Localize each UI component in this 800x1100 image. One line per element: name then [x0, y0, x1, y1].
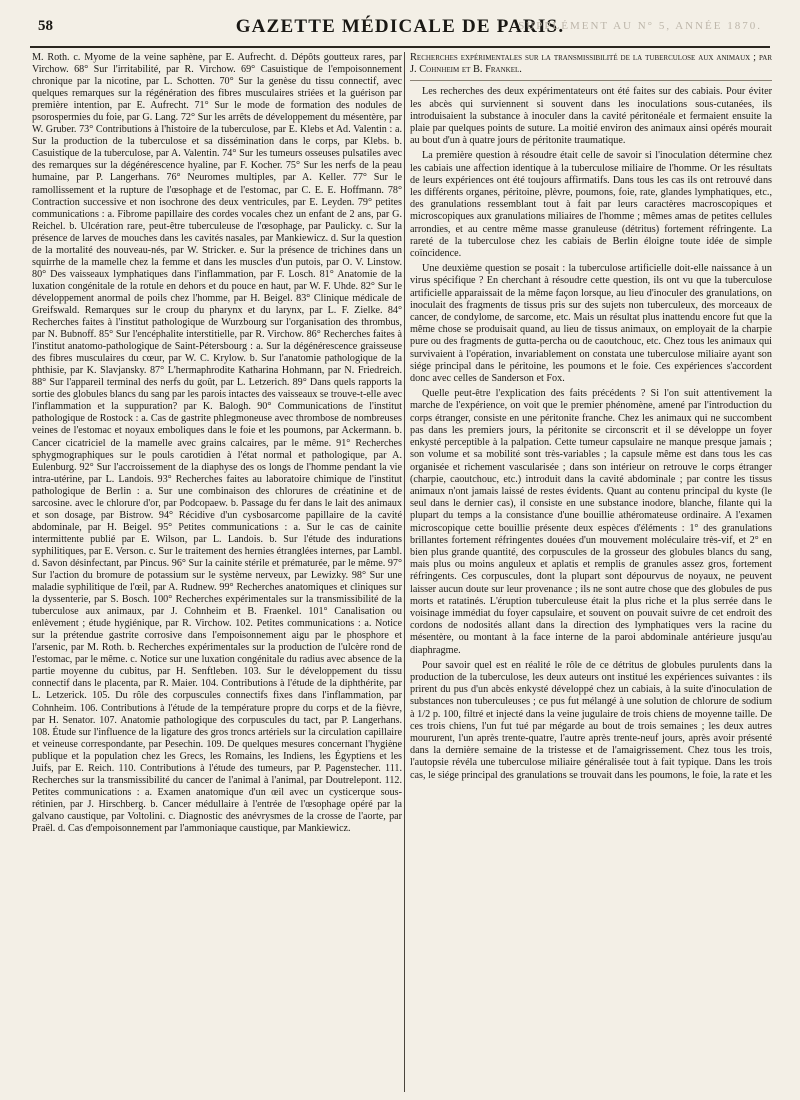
page-header	[38, 14, 762, 42]
column-divider	[404, 52, 405, 1092]
article-paragraph: Pour savoir quel est en réalité le rôle de ce détritus de globules purulents dans la production de la tuberculose, les deux auteurs ont institué les expériences suivantes : ils prirent du pus d'un abcès enkysté développé chez un cabiais, à la suite d'inoculation de substances non tuberculeuses ; ce pus fut mélangé à une solution de chlorure de sodium à 1/2 p. 100, filtré et injecté dans la veine jugulaire de trois chiens de moyenne taille. De ces trois chiens, l'un fut tué par mégarde au bout de trois semaines ; les deux autres moururent, l'un après trente-quatre, l'autre après trente-neuf jours, après avoir présenté dans la dernière semaine de la tristesse et de l'amaigrissement. Chez tous les trois, l'autopsie révéla une tuberculose miliaire généralisée tout à fait typique. Dans les trois cas, le siége principal des granulations se trouvait dans les poumons, le foie, la rate et les	[410, 659, 772, 781]
article-paragraph: La première question à résoudre était celle de savoir si l'inoculation détermine chez les cabiais une affection identique à la tuberculose miliaire de l'homme. Or les résultats de leurs expériences ont été toujours affirmatifs. Dans tous les cas ils ont retrouvé dans les différents organes, péritoine, plèvre, poumons, foie, rate, glandes lymphatiques, etc., des granulations ressemblant tout à fait par leurs caractères macroscopiques et microscopiques aux granulations miliaires de l'homme ; mêmes amas de petites cellules arrondies, et au centre même masse granuleuse (détritus) fortement réfringente. La rareté de la tuberculose chez les cabiais de Berlin éloigne toute idée de simple coïncidence.	[410, 150, 772, 260]
article-paragraph: Quelle peut-être l'explication des faits précédents ? Si l'on suit attentivement la marche de l'expérience, on voit que le premier phénomène, amené par l'introduction du corps étranger, consiste en une péritonite franche. Chez les animaux qui ne succombent pas dans les premiers jours, la péritonite se circonscrit et il se développe un foyer enkysté perceptible à la palpation. Cette tumeur capsulaire ne manque presque jamais ; son volume et sa mobilité sont très-variables ; la capsule même est dans tous les cas organisée et richement vascularisée ; dans son intérieur on retrouve le corps étranger (charpie, caoutchouc, etc.) introduit dans la cavité abdominale ; par contre les tissus animaux n'ont jamais laissé de restes évidents. Quant au contenu principal du kyste (le seul dans le dernier cas), il consiste en une substance inodore, blanche, filante qui la plupart du temps a la consistance d'une bouillie athéromateuse ordinaire. A l'examen microscopique cette bouillie présente deux espèces d'éléments : 1° des granulations brillantes fortement réfringentes douées d'un mouvement moléculaire très-vif, et 2° en bien plus grande quantité, des corpuscules de la grosseur des globules blancs du sang, mais plus ou moins anguleux et aplatis et remplis de granules assez gros, fortement réfringents. Ces corpuscules, dont la plupart sont dépourvus de noyaux, ne peuvent laisser aucun doute sur leur provenance ; ils ne sont autre chose que des globules de pus morts et ratatinés. L'éruption tuberculeuse était la plus riche et la plus serrée dans le voisinage immédiat du foyer capsulaire, et souvent on pouvait suivre de cet endroit des cordons de nodosités allant dans la direction des lymphatiques vers la racine du mésentère, ou montant à la face interne de la paroi abdominale antérieure jusqu'au diaphragme.	[410, 388, 772, 656]
bleed-through-text: SUPPLÉMENT AU N° 5, ANNÉE 1870.	[518, 20, 762, 32]
right-column	[410, 52, 772, 785]
article-paragraph: Les recherches des deux expérimentateurs ont été faites sur des cabiais. Pour éviter les abcès qui surviennent si souvent dans les inoculations sous-cutanées, ils introduisaient la substance à inoculer dans la cavité péritonéale et fermaient ensuite la plaie par quelques points de suture. La moitié environ des animaux ainsi opérés mourait au bout d'un à quatre jours de péritonite traumatique.	[410, 86, 772, 147]
page-number: 58	[38, 18, 53, 34]
article-paragraph: Une deuxième question se posait : la tuberculose artificielle doit-elle naissance à un virus spécifique ? En cherchant à résoudre cette question, ils ont vu que la tuberculose artificielle apparaissait de la même façon lorsque, au lieu d'inoculer des granulations, on inoculait des fragments de tissus pris sur des sujets non tuberculeux, des morceaux de cancer, de condylome, de sarcome, etc. Mais un résultat plus inattendu encore fut que la même chose se produisait quand, au lieu de tissus animaux, on employait de la charpie pure ou des fragments de gutta-percha ou de caoutchouc, etc. Chez tous les animaux qui survivaient à l'opération, invariablement on constata une tuberculose miliaire ayant son siége principal dans le péritoine, les poumons et le foie. Ces expériences s'accordent donc avec celles de Sanderson et Fox.	[410, 263, 772, 385]
left-column	[32, 52, 402, 835]
left-column-text: M. Roth. c. Myome de la veine saphène, par E. Aufrecht. d. Dépôts goutteux rares, par Virchow. 68° Sur l'irritabilité, par R. Virchow. 69° Casuistique de l'empoisonnement chronique par la nicotine, par L. Schotten. 70° Sur la genèse du tissu connectif, avec quelques remarques sur la régénération des fibres musculaires striées et la guérison par première intention, par E. Aufrecht. 71° Sur le mode de formation des nodules de psorospermies du foie, par G. Lang. 72° Sur les arrêts de développement du mésentère, par W. Gruber. 73° Contributions à l'histoire de la tuberculose, par E. Klebs et Ad. Valentin : a. Sur la production de la tuberculose et sa dissémination dans le corps, par Klebs. b. Casuistique de la tuberculose, par A. Valentin. 74° Sur les tumeurs osseuses pulsatiles avec des remarques sur la dégénérescence hyaline, par F. Kocher. 75° Sur les nerfs de la peau humaine, par P. Langerhans. 76° Neuromes multiples, par A. Keller. 77° Sur le ramollissement et la rupture de l'œsophage et de l'estomac, par C. E. E. Hoffmann. 78° Contraction successive et non isochrone des deux ventricules, par E. Leyden. 79° petites communications : a. Fibrome papillaire des cordes vocales chez un enfant de 2 ans, par G. Reichel. b. Ulcération rare, peut-être tuberculeuse de l'œsophage, par Paulicky. c. Sur la présence de larves de mouches dans les cavités nasales, par Mankiewicz. d. Sur la question de la mortalité des nouveau-nés, par W. Stricker. e. Sur la présence de trichines dans un squirrhe de la mamelle chez la femme et dans les muscles d'un putois, par O. V. Linstow. 80° Des vaisseaux lymphatiques dans l'inflammation, par F. Losch. 81° Anatomie de la luxation congénitale de la rotule en dehors et du pouce en haut, par W. F. Uhde. 82° Sur le développement anormal de poils chez l'homme, par H. Beigel. 83° Clinique médicale de Greifswald. Remarques sur le croup du pharynx et du larynx, par L. F. Zielke. 84° Recherches faites à l'institut pathologique de Wurzbourg sur l'organisation des thrombus, par N. Bubnoff. 85° Sur l'encéphalite interstitielle, par R. Virchow. 86° Recherches faites à l'institut anatomo-pathologique de Saint-Pétersbourg : a. Sur la dégénérescence graisseuse des fibres musculaires du cœur, par W. C. Krylow. b. Sur l'anatomie pathologique de la phthisie, par K. Slavjansky. 87° L'hermaphrodite Katharina Hohmann, par N. Friedreich. 88° Sur l'appareil terminal des nerfs du goût, par L. Letzerich. 89° Dans quels rapports la sortie des globules blancs du sang par les parois intactes des vaisseaux se trouve-t-elle avec l'inflammation et la suppuration? par K. Balogh. 90° Communications de l'institut pathologique de Rostock : a. Cas de gastrite phlegmoneuse avec thrombose de nombreuses veines de l'estomac et noyaux emboliques dans le foie et les poumons, par Ackermann. b. Cancer cicatriciel de la mamelle avec grains calcaires, par le même. 91° Recherches sphygmographiques sur le pouls carotidien à l'état normal et pathologique, par A. Eulenburg. 92° Sur l'accroissement de la diaphyse des os longs de l'homme pendant la vie intra-utérine, par L. Landois. 93° Recherches faites au laboratoire chimique de l'institut pathologique de Berlin : a. Sur une combinaison des chlorures de créatinine et de sarcosine. avec le chlorure d'or, par Podcopaew. b. Passage du fer dans le lait des animaux et son dosage, par Bistrow. 94° Récidive d'un cysbosarcome papillaire de la cavité abdominale, par H. Beigel. 95° Petites communications : a. Sur le cas de cainite intermittente publié par E. Wilson, par L. Landois. b. Sur l'étude des indurations syphilitiques, par E. Verson. c. Sur le traitement des hernies étranglées internes, par Lambl. d. Savon désinfectant, par Pincus. 96° Sur la cainite stérile et prématurée, par le même. 97° Sur l'action du bromure de potassium sur le système nerveux, par Lewizky. 98° Sur une maladie syphilitique de l'œil, par A. Rudnew. 99° Recherches anatomiques et cliniques sur la dyssenterie, par S. Bosch. 100° Recherches expérimentales sur la transmissibilité de la tuberculose aux animaux, par J. Cohnheim et B. Fraenkel. 101° Canalisation ou enlèvement ; étude hygiénique, par R. Virchow. 102. Petites communications : a. Notice sur la prétendue gastrite corrosive dans l'empoisonnement aigu par le phosphore et l'arsenic, par M. Roth. b. Recherches expérimentales sur la production de l'ulcère rond de l'estomac, par le même. c. Notice sur une luxation congénitale du radius avec absence de la partie moyenne du cubitus, par H. Senftleben. 103. Sur le développement du tissu connectif dans le placenta, par R. Maier. 104. Contributions à l'étude de la diphthérite, par L. Letzerick. 105. Du rôle des corpuscules connectifs fixes dans l'inflammation, par Cohnheim. 106. Contributions à l'étude de la température propre du corps et de la fièvre, par H. Senator. 107. Anatomie pathologique des corpuscules du tact, par P. Langerhans. 108. Étude sur l'influence de la ligature des gros troncs artériels sur la circulation capillaire et veineuse correspondante, par Pesechin. 109. De quelques mesures concernant l'hygiène publique et la population chez les Grecs, les Romains, les Indiens, les Égyptiens et les Juifs, par E. Reich. 110. Contributions à l'étude des tumeurs, par P. Pagenstecher. 111. Recherches sur la transmissibilité du cancer de l'animal à l'animal, par Doutrelepont. 112. Petites communications : a. Examen anatomique d'un œil avec un cysticerque sous-rétinien, par J. Hirschberg. b. Cancer médullaire à l'entrée de l'œsophage opéré par la galvano caustique, par Voltolini. c. Diagnostic des anévrysmes de la crosse de l'aorte, par Praël. d. Cas d'empoisonnement par l'ammoniaque caustique, par Mankiewicz.	[32, 52, 403, 834]
header-rule	[30, 46, 770, 48]
article-title: Recherches expérimentales sur la transmissibilité de la tuberculose aux animaux ; par J. Cohnheim et B. Frankel.	[410, 52, 772, 81]
journal-title: GAZETTE MÉDICALE DE PARIS.	[235, 16, 565, 37]
